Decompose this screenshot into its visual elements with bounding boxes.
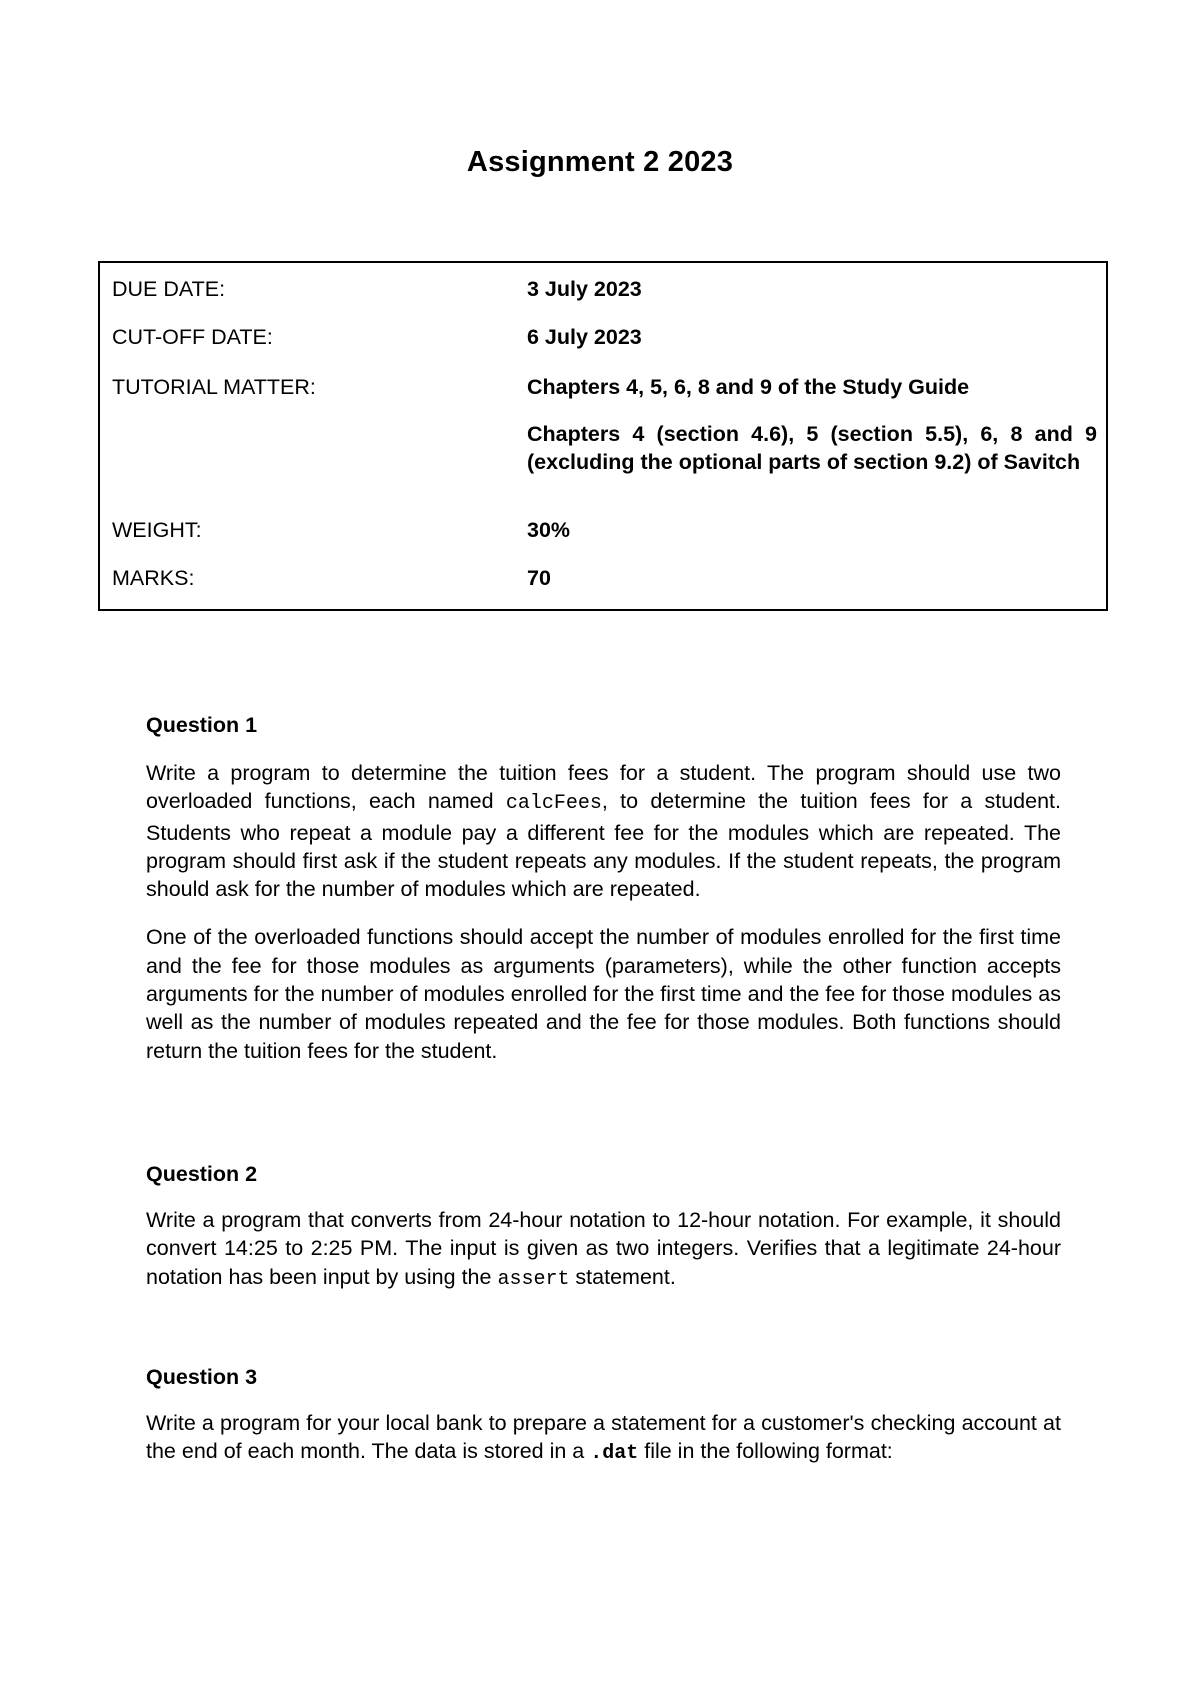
question-1: [146, 711, 1061, 1065]
question-3-heading: Question 3: [146, 1365, 258, 1389]
weight-value: 30%: [527, 518, 571, 542]
dat-extension-code: .dat: [590, 1442, 639, 1466]
question-1-paragraph-1: [146, 759, 1061, 903]
assert-code: assert: [497, 1267, 570, 1291]
question-3-paragraph: [146, 1409, 1061, 1469]
question-2: [146, 1160, 1061, 1294]
question-2-text-a: Write a program that converts from 24-hour notation to 12-hour notation. For example, it should convert 14:25 to 2:25 PM. The input is given as two integers. Verifies that a legitimate 24-hour notation has been input by using the: [146, 1208, 1061, 1289]
question-2-text-b: statement.: [569, 1264, 676, 1289]
due-date-value: 3 July 2023: [527, 277, 642, 301]
tutorial-matter-label: TUTORIAL MATTER:: [112, 375, 316, 399]
question-3-text-a: Write a program for your local bank to prepare a statement for a customer's checking account at the end of each month. The data is stored in a: [146, 1411, 1061, 1464]
tutorial-matter-value-study-guide: Chapters 4, 5, 6, 8 and 9 of the Study Guide: [527, 375, 970, 399]
question-3-text-b: file in the following format:: [638, 1439, 893, 1464]
question-1-heading: Question 1: [146, 713, 258, 737]
question-3: [146, 1363, 1061, 1469]
question-1-paragraph-2: One of the overloaded functions should accept the number of modules enrolled for the first time and the fee for those modules as arguments (parameters), while the other function accepts arguments for the number of modules enrolled for the first time and the fee for those modules as well as the number of modules repeated and the fee for those modules. Both functions should return the tuition fees for the student.: [146, 925, 1061, 1063]
question-2-paragraph: [146, 1206, 1061, 1294]
marks-label: MARKS:: [112, 566, 195, 590]
question-1-text-a: Write a program to determine the tuition fees for a student. The program should use two overloaded functions, each named: [146, 761, 1061, 814]
due-date-label: DUE DATE:: [112, 277, 226, 301]
page-title: Assignment 2 2023: [466, 146, 734, 178]
function-name-code: calcFees: [505, 792, 602, 816]
assignment-info-table: [98, 261, 1108, 611]
question-2-heading: Question 2: [146, 1162, 258, 1186]
marks-value: 70: [527, 566, 551, 590]
cutoff-date-label: CUT-OFF DATE:: [112, 325, 273, 349]
weight-label: WEIGHT:: [112, 518, 202, 542]
cutoff-date-value: 6 July 2023: [527, 325, 642, 349]
question-1-text-b: , to determine the tuition fees for a student. Students who repeat a module pay a different fee for the modules which are repeated. The program should first ask if the student repeats any modules. If the student repeats, the program should ask for the number of modules which are repeated.: [146, 789, 1061, 902]
tutorial-matter-value-savitch: Chapters 4 (section 4.6), 5 (section 5.5), 6, 8 and 9 (excluding the optional parts of section 9.2) of Savitch: [527, 422, 1097, 474]
